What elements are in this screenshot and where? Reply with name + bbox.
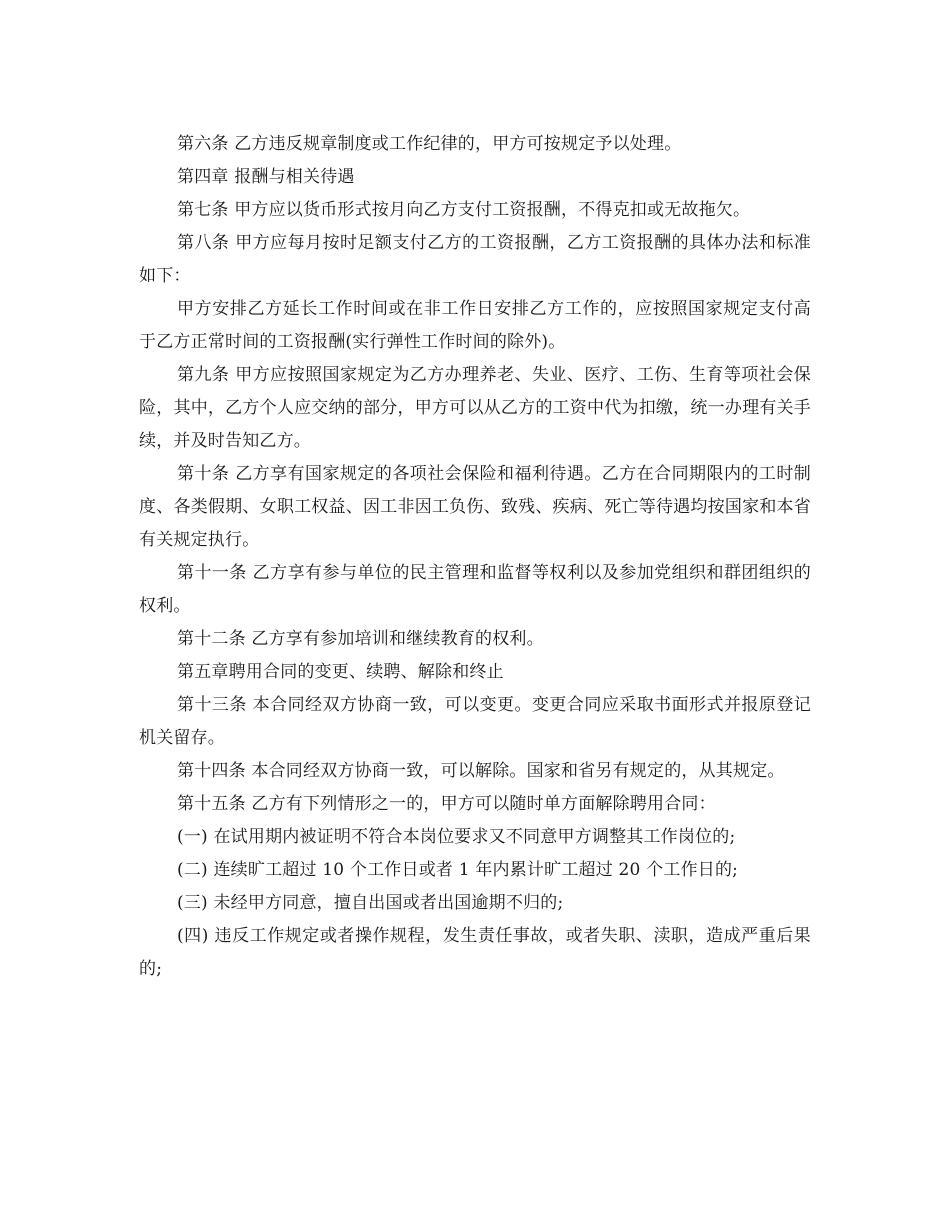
- article-6: 第六条 乙方违反规章制度或工作纪律的，甲方可按规定予以处理。: [177, 134, 682, 154]
- overtime-pay-paragraph: 甲方安排乙方延长工作时间或在非工作日安排乙方工作的，应按照国家规定支付高于乙方正常时间的工资报酬(实行弹性工作时间的除外)。: [139, 299, 811, 352]
- article-15-item-2: (二) 连续旷工超过 10 个工作日或者 1 年内累计旷工超过 20 个工作日的;: [177, 860, 739, 880]
- article-15-item-3: (三) 未经甲方同意，擅自出国或者出国逾期不归的;: [177, 893, 564, 913]
- article-15: 第十五条 乙方有下列情形之一的，甲方可以随时单方面解除聘用合同：: [177, 794, 716, 814]
- article-8: 第八条 甲方应每月按时足额支付乙方的工资报酬，乙方工资报酬的具体办法和标准如下：: [139, 233, 811, 286]
- article-7: 第七条 甲方应以货币形式按月向乙方支付工资报酬，不得克扣或无故拖欠。: [177, 200, 751, 220]
- article-12: 第十二条 乙方享有参加培训和继续教育的权利。: [177, 629, 544, 649]
- article-15-item-1: (一) 在试用期内被证明不符合本岗位要求又不同意甲方调整其工作岗位的;: [177, 827, 736, 847]
- article-10: 第十条 乙方享有国家规定的各项社会保险和福利待遇。乙方在合同期限内的工时制度、各类假期、女职工权益、因工非因工负伤、致残、疾病、死亡等待遇均按国家和本省有关规定执行。: [139, 464, 811, 550]
- article-9: 第九条 甲方应按照国家规定为乙方办理养老、失业、医疗、工伤、生育等项社会保险，其中，乙方个人应交纳的部分，甲方可以从乙方的工资中代为扣缴，统一办理有关手续，并及时告知乙方。: [139, 365, 811, 451]
- article-15-item-4: (四) 违反工作规定或者操作规程，发生责任事故，或者失职、渎职，造成严重后果的;: [139, 926, 811, 979]
- article-11: 第十一条 乙方享有参与单位的民主管理和监督等权利以及参加党组织和群团组织的权利。: [139, 563, 811, 616]
- article-13: 第十三条 本合同经双方协商一致，可以变更。变更合同应采取书面形式并报原登记机关留存。: [139, 695, 811, 748]
- chapter-4-heading: 第四章 报酬与相关待遇: [177, 167, 355, 187]
- article-14: 第十四条 本合同经双方协商一致，可以解除。国家和省另有规定的，从其规定。: [177, 761, 785, 781]
- chapter-5-heading: 第五章聘用合同的变更、续聘、解除和终止: [177, 662, 504, 682]
- document-body: [139, 128, 811, 986]
